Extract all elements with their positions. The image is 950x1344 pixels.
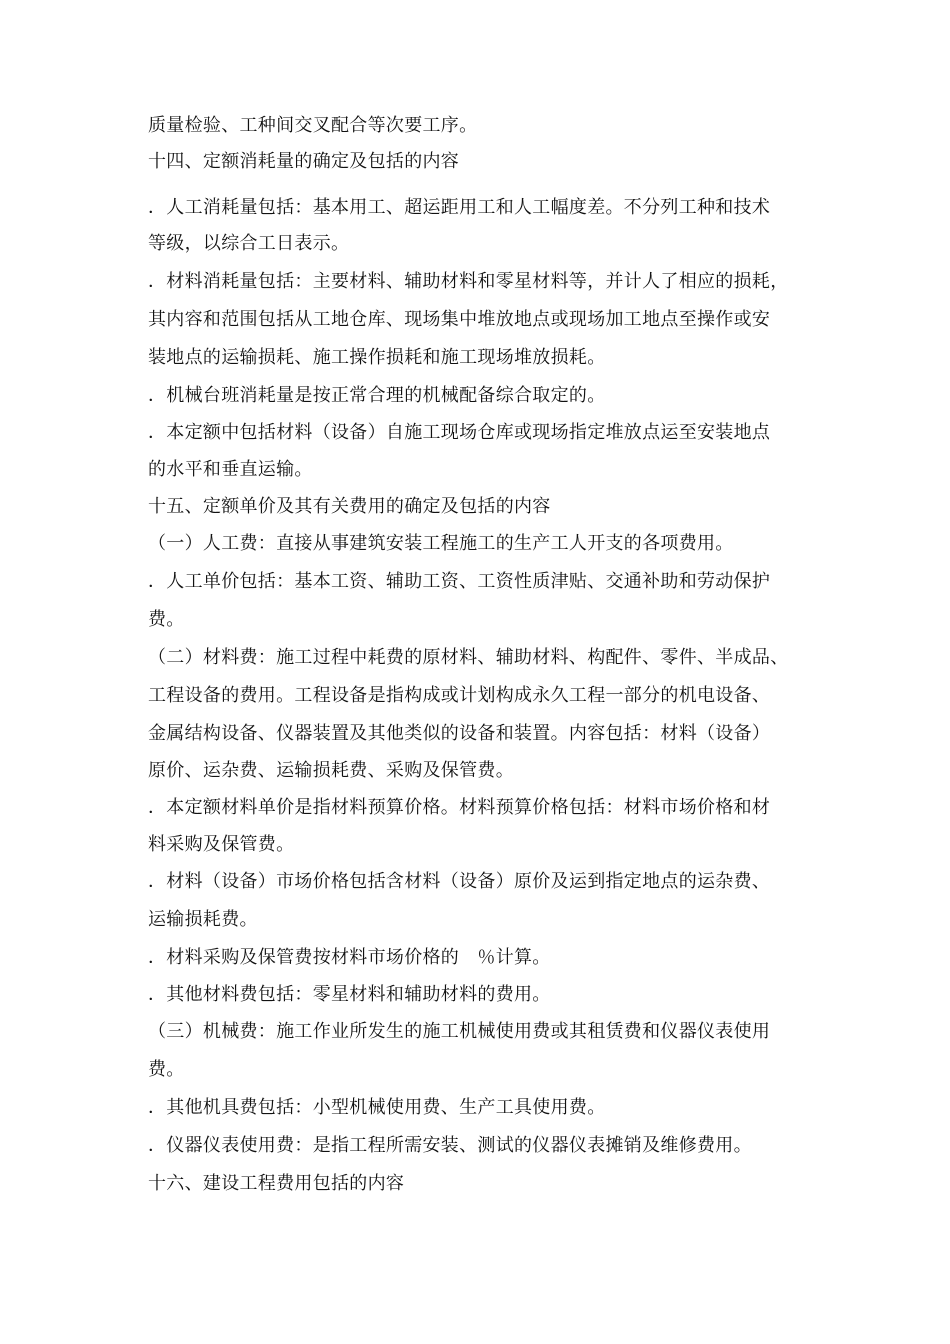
text-line: （二）材料费：施工过程中耗费的原材料、辅助材料、构配件、零件、半成品、 [148, 647, 789, 668]
text-line: ．材料（设备）市场价格包括含材料（设备）原价及运到指定地点的运杂费、 [148, 871, 771, 892]
text-line: （一）人工费：直接从事建筑安装工程施工的生产工人开支的各项费用。 [148, 533, 734, 554]
text-line: 其内容和范围包括从工地仓库、现场集中堆放地点或现场加工地点至操作或安 [148, 309, 771, 330]
text-line: 工程设备的费用。工程设备是指构成或计划构成永久工程一部分的机电设备、 [148, 685, 771, 706]
text-line: ．其他材料费包括：零星材料和辅助材料的费用。 [148, 984, 551, 1005]
section-heading-16: 十六、建设工程费用包括的内容 [148, 1173, 405, 1194]
text-line: ．本定额材料单价是指材料预算价格。材料预算价格包括：材料市场价格和材 [148, 797, 771, 818]
section-heading-15: 十五、定额单价及其有关费用的确定及包括的内容 [148, 496, 551, 517]
text-line: ．本定额中包括材料（设备）自施工现场仓库或现场指定堆放点运至安装地点 [148, 422, 771, 443]
text-line: ．其他机具费包括：小型机械使用费、生产工具使用费。 [148, 1097, 606, 1118]
text-line: ．人工消耗量包括：基本用工、超运距用工和人工幅度差。不分列工种和技术 [148, 197, 771, 218]
text-line: （三）机械费：施工作业所发生的施工机械使用费或其租赁费和仪器仪表使用 [148, 1021, 771, 1042]
text-line: 料采购及保管费。 [148, 834, 295, 855]
text-line: ．人工单价包括：基本工资、辅助工资、工资性质津贴、交通补助和劳动保护 [148, 571, 771, 592]
text-line: 的水平和垂直运输。 [148, 459, 313, 480]
text-line: 质量检验、工种间交叉配合等次要工序。 [148, 115, 478, 136]
text-line: ．材料消耗量包括：主要材料、辅助材料和零星材料等，并计人了相应的损耗， [148, 271, 789, 292]
text-line: 金属结构设备、仪器装置及其他类似的设备和装置。内容包括：材料（设备） [148, 723, 771, 744]
section-heading-14: 十四、定额消耗量的确定及包括的内容 [148, 151, 460, 172]
text-line: ．机械台班消耗量是按正常合理的机械配备综合取定的。 [148, 385, 606, 406]
text-line: 原价、运杂费、运输损耗费、采购及保管费。 [148, 760, 514, 781]
text-line: ．仪器仪表使用费：是指工程所需安装、测试的仪器仪表摊销及维修费用。 [148, 1135, 752, 1156]
text-line: 费。 [148, 609, 185, 630]
text-line: ．材料采购及保管费按材料市场价格的 ％计算。 [148, 947, 551, 968]
text-line: 装地点的运输损耗、施工操作损耗和施工现场堆放损耗。 [148, 347, 606, 368]
text-line: 费。 [148, 1059, 185, 1080]
text-line: 运输损耗费。 [148, 909, 258, 930]
text-line: 等级，以综合工日表示。 [148, 233, 350, 254]
